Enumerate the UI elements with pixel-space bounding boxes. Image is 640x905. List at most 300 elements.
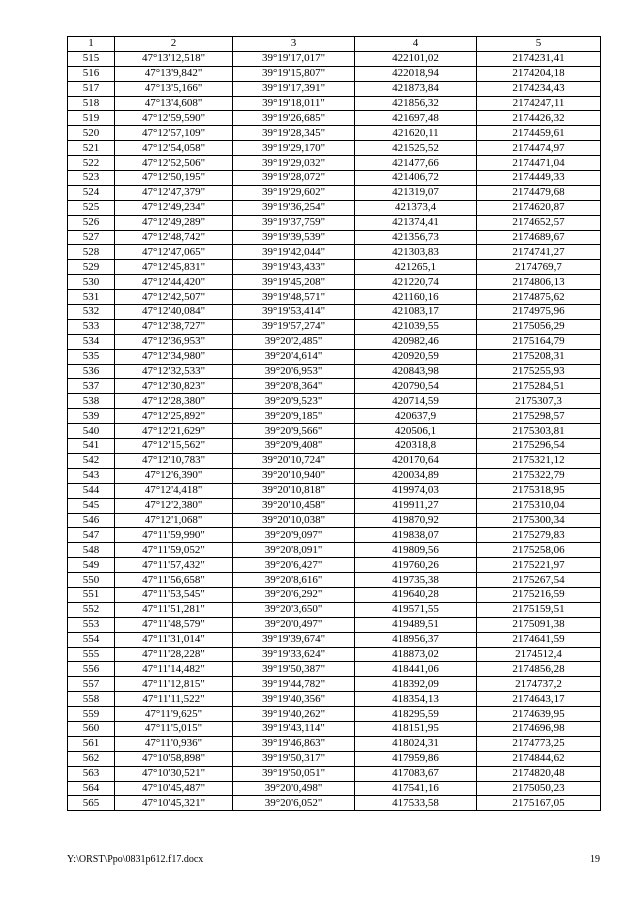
table-cell: 419640,28 [355,587,477,602]
table-row [68,349,601,364]
table-row [68,66,601,81]
table-cell: 47°12'1,068" [115,513,233,528]
table-cell: 530 [68,275,115,290]
table-cell: 562 [68,751,115,766]
table-cell: 2174641,59 [477,632,601,647]
table-cell: 2175296,54 [477,439,601,454]
table-cell: 518 [68,96,115,111]
table-cell: 419838,07 [355,528,477,543]
table-cell: 2175322,79 [477,468,601,483]
table-cell: 418295,59 [355,707,477,722]
table-cell: 419489,51 [355,617,477,632]
table-cell: 2175307,3 [477,394,601,409]
table-row [68,409,601,424]
table-cell: 517 [68,81,115,96]
page-number: 19 [590,854,600,865]
table-cell: 418392,09 [355,677,477,692]
table-cell: 39°20'10,818" [233,483,355,498]
table-cell: 39°20'8,364" [233,379,355,394]
table-cell: 39°20'6,292" [233,587,355,602]
table-cell: 421373,4 [355,200,477,215]
table-cell: 47°12'40,084" [115,305,233,320]
table-cell: 552 [68,602,115,617]
table-cell: 2174689,67 [477,230,601,245]
table-cell: 39°19'17,017" [233,51,355,66]
table-cell: 521 [68,141,115,156]
table-cell: 421039,55 [355,319,477,334]
table-cell: 47°12'49,289" [115,215,233,230]
table-row [68,424,601,439]
table-row [68,379,601,394]
footer-file-path: Y:\ORST\Ppo\0831p612.f17.docx [67,854,204,865]
table-cell: 421620,11 [355,126,477,141]
table-cell: 2174620,87 [477,200,601,215]
table-cell: 47°12'52,506" [115,156,233,171]
table-row [68,677,601,692]
table-cell: 418956,37 [355,632,477,647]
header-row [68,37,601,52]
table-row [68,275,601,290]
column-header: 5 [477,37,601,52]
table-cell: 545 [68,498,115,513]
table-cell: 39°19'50,387" [233,662,355,677]
table-cell: 417959,86 [355,751,477,766]
table-cell: 2175208,31 [477,349,601,364]
table-cell: 47°12'10,783" [115,453,233,468]
table-cell: 420637,9 [355,409,477,424]
table-cell: 47°12'42,507" [115,290,233,305]
table-cell: 2175298,57 [477,409,601,424]
table-cell: 2175159,51 [477,602,601,617]
table-row [68,141,601,156]
table-cell: 39°20'9,408" [233,439,355,454]
table-cell: 523 [68,171,115,186]
table-cell: 39°19'42,044" [233,245,355,260]
table-row [68,528,601,543]
table-cell: 418354,13 [355,692,477,707]
table-cell: 2174856,28 [477,662,601,677]
table-cell: 534 [68,334,115,349]
table-cell: 39°19'33,624" [233,647,355,662]
table-cell: 47°12'2,380" [115,498,233,513]
table-cell: 47°13'12,518" [115,51,233,66]
table-cell: 39°19'28,345" [233,126,355,141]
table-cell: 2174471,04 [477,156,601,171]
table-cell: 421697,48 [355,111,477,126]
table-cell: 47°13'5,166" [115,81,233,96]
table-cell: 419870,92 [355,513,477,528]
table-cell: 548 [68,543,115,558]
table-cell: 2174639,95 [477,707,601,722]
table-cell: 39°20'8,091" [233,543,355,558]
table-cell: 47°10'45,321" [115,796,233,811]
table-cell: 421303,83 [355,245,477,260]
table-cell: 2174737,2 [477,677,601,692]
table-cell: 39°19'43,114" [233,721,355,736]
table-cell: 47°13'9,842" [115,66,233,81]
table-cell: 47°12'32,533" [115,364,233,379]
table-cell: 2174652,57 [477,215,601,230]
table-cell: 420982,46 [355,334,477,349]
table-cell: 421477,66 [355,156,477,171]
table-cell: 39°20'9,097" [233,528,355,543]
table-cell: 39°20'3,650" [233,602,355,617]
table-cell: 39°20'4,614" [233,349,355,364]
table-cell: 558 [68,692,115,707]
table-row [68,587,601,602]
table-cell: 39°19'17,391" [233,81,355,96]
table-row [68,662,601,677]
table-cell: 39°20'6,427" [233,558,355,573]
table-cell: 47°12'4,418" [115,483,233,498]
table-cell: 2175284,51 [477,379,601,394]
table-cell: 549 [68,558,115,573]
table-cell: 47°11'53,545" [115,587,233,602]
table-cell: 47°12'47,379" [115,185,233,200]
table-cell: 47°11'0,936" [115,736,233,751]
table-cell: 2174512,4 [477,647,601,662]
table-cell: 47°12'25,892" [115,409,233,424]
table-row [68,245,601,260]
table-cell: 420790,54 [355,379,477,394]
table-cell: 420170,64 [355,453,477,468]
table-cell: 2175050,23 [477,781,601,796]
table-cell: 47°12'50,195" [115,171,233,186]
table-cell: 417533,58 [355,796,477,811]
table-row [68,111,601,126]
table-cell: 421406,72 [355,171,477,186]
table-cell: 539 [68,409,115,424]
table-row [68,126,601,141]
table-cell: 525 [68,200,115,215]
table-row [68,171,601,186]
table-cell: 538 [68,394,115,409]
table-row [68,81,601,96]
table-cell: 39°20'0,497" [233,617,355,632]
table-cell: 541 [68,439,115,454]
table-cell: 47°11'57,432" [115,558,233,573]
table-cell: 2174479,68 [477,185,601,200]
table-cell: 2174875,62 [477,290,601,305]
table-cell: 47°11'51,281" [115,602,233,617]
column-header: 4 [355,37,477,52]
table-row [68,543,601,558]
table-cell: 47°12'34,980" [115,349,233,364]
table-row [68,632,601,647]
table-cell: 2175167,05 [477,796,601,811]
table-cell: 47°12'57,109" [115,126,233,141]
table-cell: 39°19'57,274" [233,319,355,334]
table-cell: 2175216,59 [477,587,601,602]
table-cell: 420714,59 [355,394,477,409]
table-cell: 39°19'29,170" [233,141,355,156]
table-cell: 554 [68,632,115,647]
table-cell: 39°19'43,433" [233,260,355,275]
table-cell: 2174426,32 [477,111,601,126]
table-cell: 47°12'44,420" [115,275,233,290]
table-row [68,617,601,632]
table-cell: 421374,41 [355,215,477,230]
table-cell: 564 [68,781,115,796]
table-cell: 2174820,48 [477,766,601,781]
table-cell: 39°20'6,052" [233,796,355,811]
table-cell: 2175091,38 [477,617,601,632]
table-cell: 47°13'4,608" [115,96,233,111]
table-cell: 528 [68,245,115,260]
table-cell: 47°12'30,823" [115,379,233,394]
table-cell: 39°20'9,566" [233,424,355,439]
table-cell: 535 [68,349,115,364]
table-cell: 418873,02 [355,647,477,662]
table-cell: 524 [68,185,115,200]
table-row [68,468,601,483]
table-cell: 39°19'45,208" [233,275,355,290]
table-cell: 47°11'9,625" [115,707,233,722]
table-cell: 39°20'10,458" [233,498,355,513]
table-cell: 47°11'14,482" [115,662,233,677]
table-cell: 417541,16 [355,781,477,796]
table-cell: 421873,84 [355,81,477,96]
table-row [68,751,601,766]
table-cell: 544 [68,483,115,498]
table-cell: 39°19'29,032" [233,156,355,171]
table-cell: 39°20'0,498" [233,781,355,796]
table-cell: 421220,74 [355,275,477,290]
table-row [68,498,601,513]
table-row [68,290,601,305]
table-cell: 421525,52 [355,141,477,156]
table-cell: 527 [68,230,115,245]
table-cell: 557 [68,677,115,692]
table-cell: 2175300,34 [477,513,601,528]
table-cell: 536 [68,364,115,379]
table-cell: 39°19'48,571" [233,290,355,305]
column-header: 3 [233,37,355,52]
table-cell: 47°12'59,590" [115,111,233,126]
table-cell: 39°19'40,356" [233,692,355,707]
table-row [68,319,601,334]
table-cell: 422101,02 [355,51,477,66]
table-cell: 47°10'30,521" [115,766,233,781]
table-cell: 537 [68,379,115,394]
table-cell: 418024,31 [355,736,477,751]
table-cell: 421856,32 [355,96,477,111]
table-cell: 532 [68,305,115,320]
table-row [68,558,601,573]
table-row [68,736,601,751]
table-cell: 39°19'53,414" [233,305,355,320]
table-cell: 47°11'59,990" [115,528,233,543]
table-row [68,707,601,722]
table-cell: 2174231,41 [477,51,601,66]
table-cell: 39°20'9,523" [233,394,355,409]
table-cell: 2175255,93 [477,364,601,379]
table-cell: 563 [68,766,115,781]
table-cell: 556 [68,662,115,677]
table-cell: 39°19'29,602" [233,185,355,200]
table-cell: 2175056,29 [477,319,601,334]
table-cell: 420506,1 [355,424,477,439]
table-cell: 560 [68,721,115,736]
table-cell: 526 [68,215,115,230]
table-cell: 419760,26 [355,558,477,573]
table-cell: 420034,89 [355,468,477,483]
table-row [68,260,601,275]
table-cell: 417083,67 [355,766,477,781]
table-row [68,96,601,111]
table-cell: 2175164,79 [477,334,601,349]
table-row [68,573,601,588]
table-cell: 559 [68,707,115,722]
table-cell: 2175267,54 [477,573,601,588]
table-cell: 47°11'28,228" [115,647,233,662]
table-cell: 47°11'5,015" [115,721,233,736]
table-cell: 47°12'21,629" [115,424,233,439]
table-row [68,230,601,245]
table-cell: 39°20'10,724" [233,453,355,468]
table-cell: 2174696,98 [477,721,601,736]
table-cell: 2174234,43 [477,81,601,96]
table-cell: 550 [68,573,115,588]
table-cell: 39°19'26,685" [233,111,355,126]
table-row [68,200,601,215]
table-cell: 39°19'37,759" [233,215,355,230]
table-cell: 565 [68,796,115,811]
table-cell: 39°19'28,072" [233,171,355,186]
column-header: 1 [68,37,115,52]
table-cell: 39°19'40,262" [233,707,355,722]
table-cell: 516 [68,66,115,81]
table-cell: 2175279,83 [477,528,601,543]
table-cell: 422018,94 [355,66,477,81]
table-cell: 2175303,81 [477,424,601,439]
table-cell: 421160,16 [355,290,477,305]
table-cell: 47°11'56,658" [115,573,233,588]
table-cell: 39°19'15,807" [233,66,355,81]
table-cell: 421356,73 [355,230,477,245]
table-row [68,602,601,617]
table-cell: 47°11'31,014" [115,632,233,647]
table-cell: 420318,8 [355,439,477,454]
table-cell: 2174844,62 [477,751,601,766]
table-row [68,215,601,230]
table-row [68,394,601,409]
table-cell: 47°11'59,052" [115,543,233,558]
table-cell: 2174806,13 [477,275,601,290]
table-cell: 515 [68,51,115,66]
table-cell: 420843,98 [355,364,477,379]
table-cell: 39°19'36,254" [233,200,355,215]
table-cell: 2175221,97 [477,558,601,573]
table-cell: 540 [68,424,115,439]
table-cell: 2174769,7 [477,260,601,275]
table-row [68,439,601,454]
table-cell: 39°20'8,616" [233,573,355,588]
table-cell: 2174449,33 [477,171,601,186]
table-cell: 2175321,12 [477,453,601,468]
table-cell: 39°19'50,317" [233,751,355,766]
table-cell: 39°19'50,051" [233,766,355,781]
table-cell: 2174773,25 [477,736,601,751]
table-cell: 2175318,95 [477,483,601,498]
coordinates-table [67,36,601,811]
table-row [68,364,601,379]
table-cell: 543 [68,468,115,483]
table-cell: 522 [68,156,115,171]
table-cell: 47°12'6,390" [115,468,233,483]
table-cell: 2174741,27 [477,245,601,260]
table-cell: 39°19'44,782" [233,677,355,692]
table-cell: 2174975,96 [477,305,601,320]
table-row [68,334,601,349]
table-cell: 561 [68,736,115,751]
table-cell: 47°12'38,727" [115,319,233,334]
table-body [68,51,601,810]
table-cell: 546 [68,513,115,528]
table-cell: 39°19'46,863" [233,736,355,751]
table-cell: 2174474,97 [477,141,601,156]
table-cell: 2175258,06 [477,543,601,558]
table-cell: 47°11'48,579" [115,617,233,632]
column-header: 2 [115,37,233,52]
table-row [68,796,601,811]
table-row [68,781,601,796]
table-cell: 547 [68,528,115,543]
table-cell: 47°12'47,065" [115,245,233,260]
table-cell: 39°20'10,940" [233,468,355,483]
table-cell: 419974,03 [355,483,477,498]
table-cell: 542 [68,453,115,468]
table-cell: 418441,06 [355,662,477,677]
table-row [68,305,601,320]
table-cell: 39°19'39,674" [233,632,355,647]
table-cell: 419911,27 [355,498,477,513]
table-cell: 47°11'12,815" [115,677,233,692]
table-cell: 531 [68,290,115,305]
table-cell: 39°20'9,185" [233,409,355,424]
table-cell: 39°19'39,539" [233,230,355,245]
table-cell: 533 [68,319,115,334]
table-cell: 39°20'10,038" [233,513,355,528]
table-cell: 418151,95 [355,721,477,736]
table-row [68,156,601,171]
table-cell: 520 [68,126,115,141]
table-cell: 2174459,61 [477,126,601,141]
table-cell: 420920,59 [355,349,477,364]
table-cell: 47°12'49,234" [115,200,233,215]
table-cell: 47°12'15,562" [115,439,233,454]
table-cell: 421083,17 [355,305,477,320]
table-cell: 39°20'6,953" [233,364,355,379]
table-cell: 47°10'45,487" [115,781,233,796]
table-cell: 47°11'11,522" [115,692,233,707]
table-row [68,513,601,528]
table-cell: 47°10'58,898" [115,751,233,766]
table-row [68,692,601,707]
table-cell: 555 [68,647,115,662]
table-cell: 419735,38 [355,573,477,588]
table-cell: 551 [68,587,115,602]
table-cell: 47°12'28,380" [115,394,233,409]
table-row [68,647,601,662]
table-row [68,766,601,781]
table-cell: 47°12'45,831" [115,260,233,275]
table-row [68,453,601,468]
table-cell: 419571,55 [355,602,477,617]
table-cell: 419809,56 [355,543,477,558]
table-cell: 529 [68,260,115,275]
table-cell: 2174643,17 [477,692,601,707]
